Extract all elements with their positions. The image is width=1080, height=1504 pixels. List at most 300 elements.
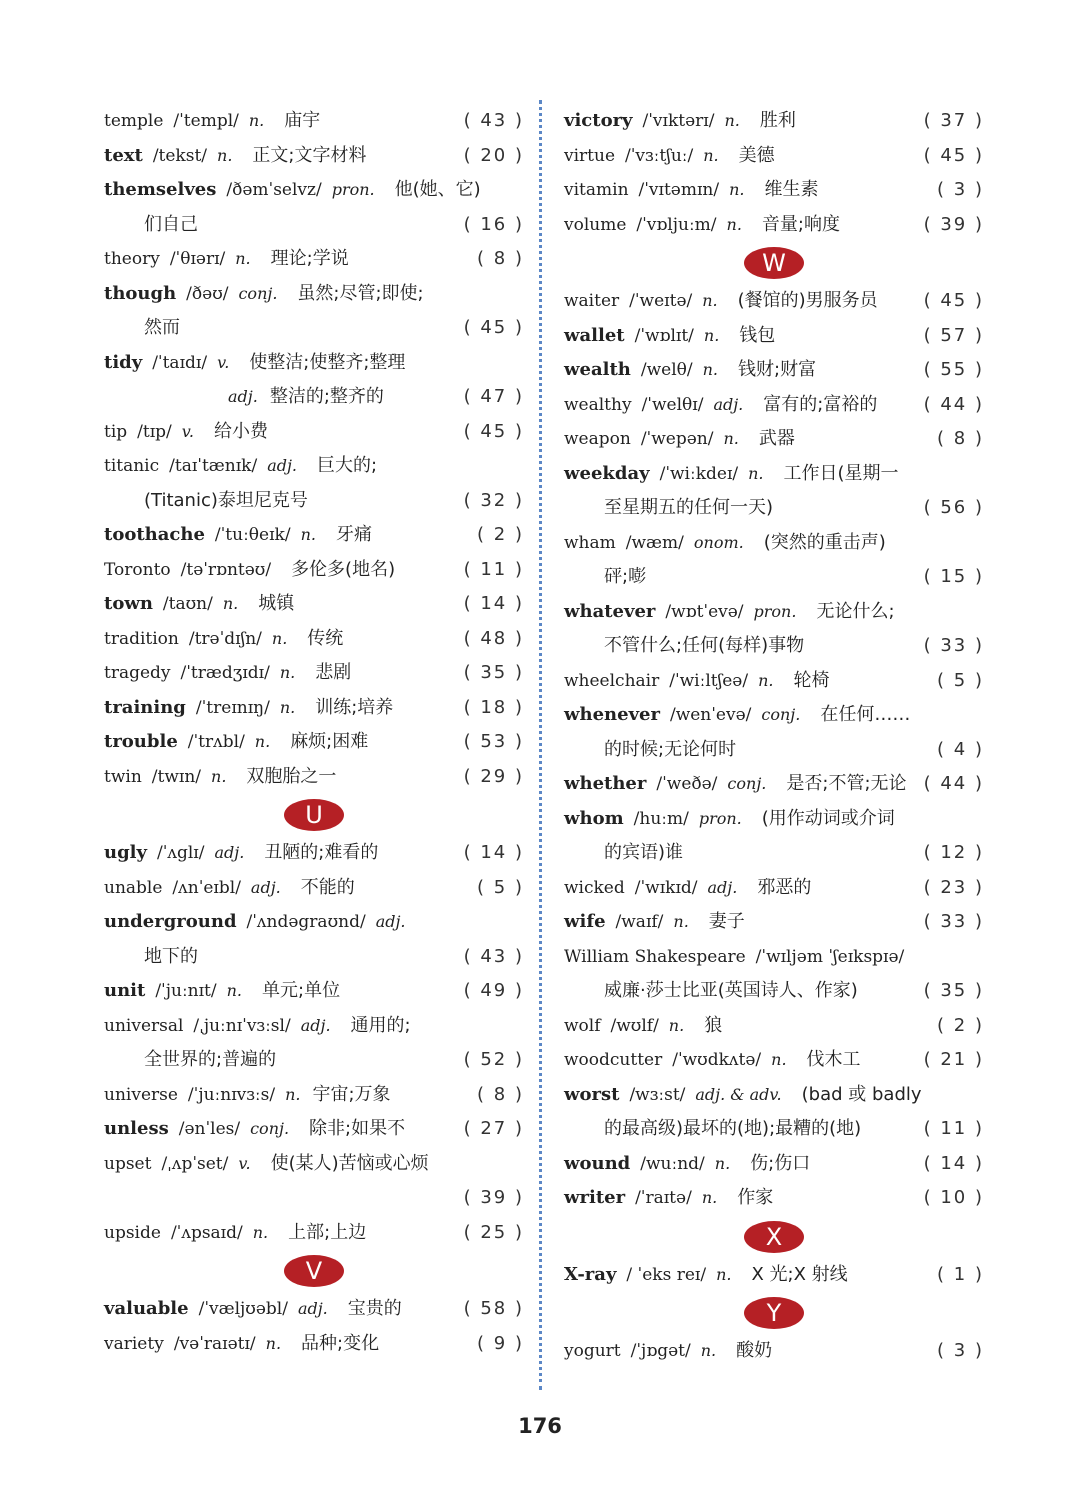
entry-phonetic: /ˈweðə/ xyxy=(656,774,718,794)
entry-word: theory xyxy=(104,249,160,269)
entry-pos: n. xyxy=(703,145,719,165)
entry-pos: n. xyxy=(716,1264,732,1284)
entry-tip xyxy=(104,415,524,450)
entry-word: X-ray xyxy=(564,1263,617,1285)
entry-word: themselves xyxy=(104,179,217,200)
entry-wallet xyxy=(564,319,984,354)
entry-word: whether xyxy=(564,773,647,794)
entry-underground-cont xyxy=(104,940,524,975)
entry-page: ( 15 ) xyxy=(923,566,984,587)
entry-whom-cont xyxy=(564,836,984,871)
entry-word: tradition xyxy=(104,628,179,649)
entry-word: wallet xyxy=(564,324,625,346)
entry-virtue xyxy=(564,139,984,174)
entry-phonetic: / ˈeks reɪ/ xyxy=(626,1264,707,1285)
entry-phonetic: /ˈwelθɪ/ xyxy=(641,394,704,415)
entry-pos: n. xyxy=(279,697,296,717)
entry-phonetic: /ˈvæljʊəbl/ xyxy=(198,1299,288,1319)
entry-wealthy xyxy=(564,388,984,423)
entry-pos: adj. xyxy=(713,394,744,414)
entry-trouble xyxy=(104,725,524,760)
entry-toronto xyxy=(104,553,524,588)
entry-meaning: (用作动词或介词 xyxy=(761,807,895,829)
entry-phonetic: /trəˈdɪʃn/ xyxy=(188,628,262,649)
letter-badge: V xyxy=(284,1255,344,1287)
entry-meaning: 伤;伤口 xyxy=(750,1152,811,1174)
entry-meaning: 作家 xyxy=(737,1187,774,1208)
entry-pos: n. xyxy=(714,1153,731,1173)
entry-pos: adj. xyxy=(267,456,298,475)
entry-page: ( 35 ) xyxy=(463,662,524,683)
entry-page: ( 1 ) xyxy=(937,1263,984,1285)
entry-meaning: 维生素 xyxy=(764,179,819,200)
entry-word: weapon xyxy=(564,429,631,449)
entry-page: ( 53 ) xyxy=(463,731,524,752)
entry-upset-cont xyxy=(104,1181,524,1216)
entry-pos: v. xyxy=(181,421,194,441)
entry-meaning-cont: 全世界的;普遍的 xyxy=(144,1049,277,1070)
entry-pos: n. xyxy=(673,912,689,931)
entry-meaning: 使(某人)苦恼或心烦 xyxy=(270,1152,429,1174)
entry-word: wicked xyxy=(564,877,625,898)
entry-phonetic: /ˈjɒgət/ xyxy=(630,1341,691,1361)
entry-page: ( 49 ) xyxy=(463,980,524,1001)
entry-though-cont xyxy=(104,311,524,346)
entry-ugly xyxy=(104,836,524,871)
letter-badge: X xyxy=(744,1221,804,1253)
section-header-x xyxy=(564,1216,984,1258)
entry-word: wound xyxy=(564,1152,631,1174)
entry-phonetic: /ˈvɪktərɪ/ xyxy=(642,111,715,131)
entry-phonetic: /wæm/ xyxy=(625,532,684,553)
entry-meaning: 钱财;财富 xyxy=(738,359,817,380)
entry-phonetic: /ˈtaɪdɪ/ xyxy=(152,352,208,373)
entry-meaning: 双胞胎之一 xyxy=(246,765,337,787)
entry-word: universe xyxy=(104,1084,178,1105)
entry-meaning: 钱包 xyxy=(739,324,776,346)
entry-meaning: 武器 xyxy=(758,428,795,449)
entry-phonetic: /huːm/ xyxy=(633,808,689,829)
entry-page: ( 8 ) xyxy=(477,248,524,269)
entry-word: wife xyxy=(564,911,606,932)
entry-phonetic: /ˌjuːnɪˈvɜːsl/ xyxy=(193,1015,291,1036)
entry-page: ( 23 ) xyxy=(923,876,984,898)
entry-word: yogurt xyxy=(564,1341,621,1361)
entry-meaning: 不能的 xyxy=(300,876,355,898)
entry-weapon xyxy=(564,422,984,457)
entry-word: tragedy xyxy=(104,663,171,683)
entry-meaning: 美德 xyxy=(738,144,775,166)
entry-waiter xyxy=(564,284,984,319)
entry-word: victory xyxy=(564,110,633,131)
entry-page: ( 2 ) xyxy=(477,524,524,545)
entry-meaning-cont: 整洁的;整齐的 xyxy=(269,386,384,407)
entry-meaning: 他(她、它) xyxy=(394,179,481,200)
entry-pos: conj. xyxy=(238,283,278,303)
entry-page: ( 44 ) xyxy=(923,773,984,794)
entry-pos: adj. xyxy=(297,1299,328,1318)
entry-meaning: 宇宙;万象 xyxy=(312,1083,391,1105)
entry-meaning: 麻烦;困难 xyxy=(290,731,369,752)
entry-word: wolf xyxy=(564,1015,601,1036)
letter-badge: W xyxy=(744,247,804,279)
entry-themselves-cont xyxy=(104,208,524,243)
entry-meaning-cont: 地下的 xyxy=(144,945,198,967)
entry-phonetic: /ˈwɪkɪd/ xyxy=(634,877,698,898)
entry-meaning: 品种;变化 xyxy=(301,1332,380,1354)
entry-word: variety xyxy=(104,1333,164,1354)
entry-phonetic: /welθ/ xyxy=(640,360,693,380)
entry-meaning: 妻子 xyxy=(708,911,745,932)
entry-page: ( 8 ) xyxy=(937,428,984,449)
entry-wham-cont xyxy=(564,560,984,595)
entry-page: ( 20 ) xyxy=(463,144,524,166)
entry-toothache xyxy=(104,518,524,553)
entry-phonetic: /taʊn/ xyxy=(162,594,213,614)
entry-page: ( 37 ) xyxy=(923,110,984,131)
entry-x-ray xyxy=(564,1258,984,1293)
entry-word: whatever xyxy=(564,600,656,622)
entry-pos: n. xyxy=(254,732,271,751)
entry-meaning: 无论什么; xyxy=(816,600,895,622)
entry-page: ( 14 ) xyxy=(463,593,524,614)
entry-meaning-cont: 至星期五的任何一天) xyxy=(604,497,774,518)
entry-tidy xyxy=(104,346,524,381)
entry-phonetic: /tekst/ xyxy=(152,145,208,166)
entry-page: ( 39 ) xyxy=(463,1187,524,1208)
entry-pos: adj. xyxy=(375,912,406,931)
entry-meaning: 庙宇 xyxy=(284,110,321,131)
entry-word: unit xyxy=(104,980,146,1001)
entry-pos: conj. xyxy=(727,774,767,793)
section-header-u xyxy=(104,794,524,836)
entry-text xyxy=(104,139,524,174)
entry-pos: adj. xyxy=(228,387,258,406)
entry-word: wheelchair xyxy=(564,670,660,691)
entry-meaning: 使整洁;使整齐;整理 xyxy=(249,351,406,373)
entry-word: universal xyxy=(104,1015,184,1036)
entry-pos: n. xyxy=(300,525,316,544)
entry-universe xyxy=(104,1078,524,1113)
entry-page: ( 4 ) xyxy=(937,738,984,760)
entry-page: ( 55 ) xyxy=(923,359,984,380)
entry-phonetic: /ˈvɪtəmɪn/ xyxy=(638,180,720,200)
entry-phonetic: /ˌʌpˈset/ xyxy=(161,1153,229,1174)
entry-word: volume xyxy=(564,214,627,235)
entry-pos: adj. & adv. xyxy=(695,1084,782,1104)
entry-worst-cont xyxy=(564,1112,984,1147)
entry-word: town xyxy=(104,593,153,614)
entry-pos: n. xyxy=(748,463,764,483)
entry-word: virtue xyxy=(564,145,616,166)
entry-page: ( 29 ) xyxy=(463,765,524,787)
entry-pos: n. xyxy=(702,360,718,379)
entry-meaning-cont: 不管什么;任何(每样)事物 xyxy=(604,635,805,656)
entry-meaning: 是否;不管;无论 xyxy=(786,773,907,794)
entry-pos: n. xyxy=(248,111,265,130)
entry-meaning: (bad 或 badly xyxy=(801,1083,922,1105)
entry-wealth xyxy=(564,353,984,388)
entry-unable xyxy=(104,871,524,906)
entry-page: ( 58 ) xyxy=(463,1298,524,1319)
entry-word: vitamin xyxy=(564,180,629,200)
entry-meaning: 训练;培养 xyxy=(315,696,394,718)
entry-phonetic: /waɪf/ xyxy=(615,912,664,932)
entry-word: trouble xyxy=(104,731,178,752)
entry-word: upset xyxy=(104,1153,152,1174)
entry-phonetic: /ˈtuːθeɪk/ xyxy=(214,525,291,545)
entry-yogurt xyxy=(564,1334,984,1369)
entry-wife xyxy=(564,905,984,940)
entry-phonetic: /ˈwʊdkʌtə/ xyxy=(672,1050,762,1070)
entry-meaning-cont: 的宾语)谁 xyxy=(604,842,684,863)
entry-pos: adj. xyxy=(300,1015,331,1035)
entry-pos: conj. xyxy=(250,1119,290,1138)
entry-word: twin xyxy=(104,766,142,787)
column-divider xyxy=(539,100,542,1390)
entry-tidy-cont xyxy=(104,380,524,415)
entry-pos: n. xyxy=(285,1084,301,1104)
entry-phonetic: /ˈwɒlɪt/ xyxy=(634,325,694,346)
entry-page: ( 48 ) xyxy=(463,627,524,649)
entry-phonetic: /ˈvɜːtʃuː/ xyxy=(625,145,694,166)
entry-meaning: 轮椅 xyxy=(793,669,830,691)
entry-phonetic: /ˈwiːkdeɪ/ xyxy=(659,463,739,484)
entry-victory xyxy=(564,104,984,139)
entry-pos: pron. xyxy=(753,601,797,621)
entry-temple xyxy=(104,104,524,139)
entry-meaning: 邪恶的 xyxy=(757,876,812,898)
entry-page: ( 25 ) xyxy=(463,1221,524,1243)
entry-pos: conj. xyxy=(761,705,801,724)
entry-meaning: 在任何…… xyxy=(820,704,911,725)
entry-page: ( 52 ) xyxy=(463,1049,524,1070)
entry-word: upside xyxy=(104,1222,161,1243)
page-number: 176 xyxy=(518,1414,562,1438)
entry-pos: n. xyxy=(235,249,251,268)
entry-pos: pron. xyxy=(698,808,742,828)
entry-meaning: 除非;如果不 xyxy=(309,1118,406,1139)
entry-word: wealthy xyxy=(564,394,632,415)
entry-pos: adj. xyxy=(250,877,281,897)
entry-word: though xyxy=(104,282,177,304)
entry-unless xyxy=(104,1112,524,1147)
entry-pos: n. xyxy=(726,214,742,234)
entry-page: ( 47 ) xyxy=(463,386,524,407)
entry-page: ( 33 ) xyxy=(923,911,984,932)
entry-meaning: 虽然;尽管;即使; xyxy=(297,282,424,304)
entry-meaning: 牙痛 xyxy=(335,524,372,545)
entry-pos: n. xyxy=(702,291,718,310)
entry-pos: adj. xyxy=(707,877,738,897)
right-column xyxy=(564,104,984,1369)
entry-volume xyxy=(564,208,984,243)
entry-page: ( 32 ) xyxy=(463,489,524,511)
entry-meaning: 丑陋的;难看的 xyxy=(264,842,379,863)
entry-meaning: 胜利 xyxy=(759,110,796,131)
entry-phonetic: /ˈweɪtə/ xyxy=(629,291,693,311)
entry-phonetic: /ˈvɒljuːm/ xyxy=(636,214,717,235)
entry-page: ( 14 ) xyxy=(923,1152,984,1174)
entry-page: ( 56 ) xyxy=(923,497,984,518)
entry-universal-cont xyxy=(104,1043,524,1078)
entry-page: ( 14 ) xyxy=(463,842,524,863)
entry-tradition xyxy=(104,622,524,657)
entry-pos: n. xyxy=(211,766,227,786)
entry-upset xyxy=(104,1147,524,1182)
entry-page: ( 44 ) xyxy=(923,393,984,415)
entry-whenever xyxy=(564,698,984,733)
entry-william-shakespeare xyxy=(564,940,984,975)
entry-titanic xyxy=(104,449,524,484)
entry-pos: v. xyxy=(238,1153,251,1173)
entry-word: ugly xyxy=(104,842,147,863)
entry-pos: onom. xyxy=(693,532,744,552)
entry-weekday xyxy=(564,457,984,492)
entry-page: ( 11 ) xyxy=(923,1118,984,1139)
section-header-y xyxy=(564,1292,984,1334)
entry-word: text xyxy=(104,144,143,166)
entry-word: worst xyxy=(564,1083,620,1105)
entry-vitamin xyxy=(564,173,984,208)
entry-page: ( 57 ) xyxy=(923,324,984,346)
entry-page: ( 5 ) xyxy=(937,669,984,691)
entry-phonetic: /ˈʌndəgraʊnd/ xyxy=(246,912,366,932)
entry-word: valuable xyxy=(104,1298,189,1319)
entry-twin xyxy=(104,760,524,795)
entry-whatever xyxy=(564,595,984,630)
entry-phonetic: /ˈwiːltʃeə/ xyxy=(669,670,749,691)
entry-phonetic: /ˈjuːnɪvɜːs/ xyxy=(187,1084,276,1105)
entry-word: whenever xyxy=(564,704,660,725)
entry-themselves xyxy=(104,173,524,208)
entry-pos: n. xyxy=(729,180,745,199)
entry-pos: n. xyxy=(758,670,774,690)
entry-page: ( 27 ) xyxy=(463,1118,524,1139)
entry-word: underground xyxy=(104,911,237,932)
entry-phonetic: /wʊlf/ xyxy=(610,1015,659,1036)
entry-pos: n. xyxy=(217,145,233,165)
entry-phonetic: /ˈwepən/ xyxy=(640,429,714,449)
entry-word: titanic xyxy=(104,456,160,476)
entry-william-shakespeare-cont xyxy=(564,974,984,1009)
entry-word: Toronto xyxy=(104,559,171,580)
entry-whether xyxy=(564,767,984,802)
entry-underground xyxy=(104,905,524,940)
entry-pos: n. xyxy=(265,1333,282,1353)
entry-pos: n. xyxy=(226,981,243,1000)
entry-meaning-cont: 的最高级)最坏的(地);最糟的(地) xyxy=(604,1118,862,1139)
entry-meaning: 多伦多(地名) xyxy=(291,558,396,580)
left-column xyxy=(104,104,524,1361)
entry-variety xyxy=(104,1327,524,1362)
entry-woodcutter xyxy=(564,1043,984,1078)
entry-page: ( 43 ) xyxy=(463,945,524,967)
entry-page: ( 8 ) xyxy=(477,1083,524,1105)
entry-meaning-cont: 然而 xyxy=(144,317,180,338)
entry-meaning: 给小费 xyxy=(214,420,268,442)
entry-page: ( 10 ) xyxy=(923,1187,984,1208)
entry-pos: n. xyxy=(723,429,739,448)
entry-meaning: 传统 xyxy=(307,627,344,649)
entry-pos: n. xyxy=(668,1015,685,1035)
entry-meaning-cont: 们自己 xyxy=(144,213,198,235)
entry-phonetic: /wɒtˈevə/ xyxy=(665,601,744,622)
entry-word: waiter xyxy=(564,291,620,311)
entry-page: ( 39 ) xyxy=(923,213,984,235)
entry-word: unable xyxy=(104,877,163,898)
entry-worst xyxy=(564,1078,984,1113)
entry-pos: pron. xyxy=(331,180,375,199)
entry-meaning: 巨大的; xyxy=(317,455,378,476)
entry-whatever-cont xyxy=(564,629,984,664)
entry-meaning: 通用的; xyxy=(350,1014,411,1036)
entry-phonetic: /wenˈevə/ xyxy=(669,705,752,725)
entry-town xyxy=(104,587,524,622)
entry-training xyxy=(104,691,524,726)
entry-phonetic: /ˈjuːnɪt/ xyxy=(155,981,217,1001)
entry-meaning: 工作日(星期一 xyxy=(783,462,899,484)
entry-page: ( 18 ) xyxy=(463,696,524,718)
entry-pos: adj. xyxy=(214,843,245,862)
section-header-w xyxy=(564,242,984,284)
entry-phonetic: /təˈrɒntəʊ/ xyxy=(180,559,272,580)
section-header-v xyxy=(104,1250,524,1292)
entry-meaning: 单元;单位 xyxy=(262,980,341,1001)
entry-page: ( 45 ) xyxy=(923,144,984,166)
entry-pos: n. xyxy=(252,1222,269,1242)
entry-phonetic: /vəˈraɪətɪ/ xyxy=(173,1333,256,1354)
entry-weekday-cont xyxy=(564,491,984,526)
entry-meaning: 理论;学说 xyxy=(270,248,349,269)
entry-word: temple xyxy=(104,111,164,131)
entry-valuable xyxy=(104,1292,524,1327)
entry-phonetic: /twɪn/ xyxy=(151,766,202,787)
entry-phonetic: /wɜːst/ xyxy=(629,1084,686,1105)
entry-meaning-cont: 的时候;无论何时 xyxy=(604,738,737,760)
entry-phonetic: /taɪˈtænɪk/ xyxy=(169,456,258,476)
entry-meaning: 悲剧 xyxy=(315,662,352,683)
entry-meaning: 酸奶 xyxy=(736,1340,773,1361)
entry-wound xyxy=(564,1147,984,1182)
entry-meaning: 宝贵的 xyxy=(347,1298,402,1319)
entry-phonetic: /ˈʌglɪ/ xyxy=(156,843,205,863)
entry-meaning: 富有的;富裕的 xyxy=(763,393,878,415)
entry-word: unless xyxy=(104,1118,169,1139)
entry-whom xyxy=(564,802,984,837)
entry-meaning: 上部;上边 xyxy=(288,1221,367,1243)
entry-page: ( 35 ) xyxy=(923,980,984,1001)
entry-pos: n. xyxy=(701,1188,718,1207)
entry-page: ( 45 ) xyxy=(463,317,524,338)
entry-word: writer xyxy=(564,1187,626,1208)
entry-though xyxy=(104,277,524,312)
entry-tragedy xyxy=(104,656,524,691)
entry-phonetic: /ðəmˈselvz/ xyxy=(226,180,322,200)
entry-word: William Shakespeare xyxy=(564,946,746,967)
entry-meaning: 音量;响度 xyxy=(761,213,840,235)
entry-page: ( 45 ) xyxy=(463,420,524,442)
entry-pos: n. xyxy=(222,594,239,613)
entry-page: ( 11 ) xyxy=(463,558,524,580)
entry-word: weekday xyxy=(564,462,650,484)
entry-meaning-cont: (Titanic)泰坦尼克号 xyxy=(144,489,308,511)
entry-phonetic: /ənˈles/ xyxy=(178,1119,241,1139)
entry-theory xyxy=(104,242,524,277)
entry-phonetic: /ˈtreɪnɪŋ/ xyxy=(195,697,270,718)
entry-page: ( 2 ) xyxy=(937,1014,984,1036)
entry-phonetic: /wuːnd/ xyxy=(640,1153,705,1174)
